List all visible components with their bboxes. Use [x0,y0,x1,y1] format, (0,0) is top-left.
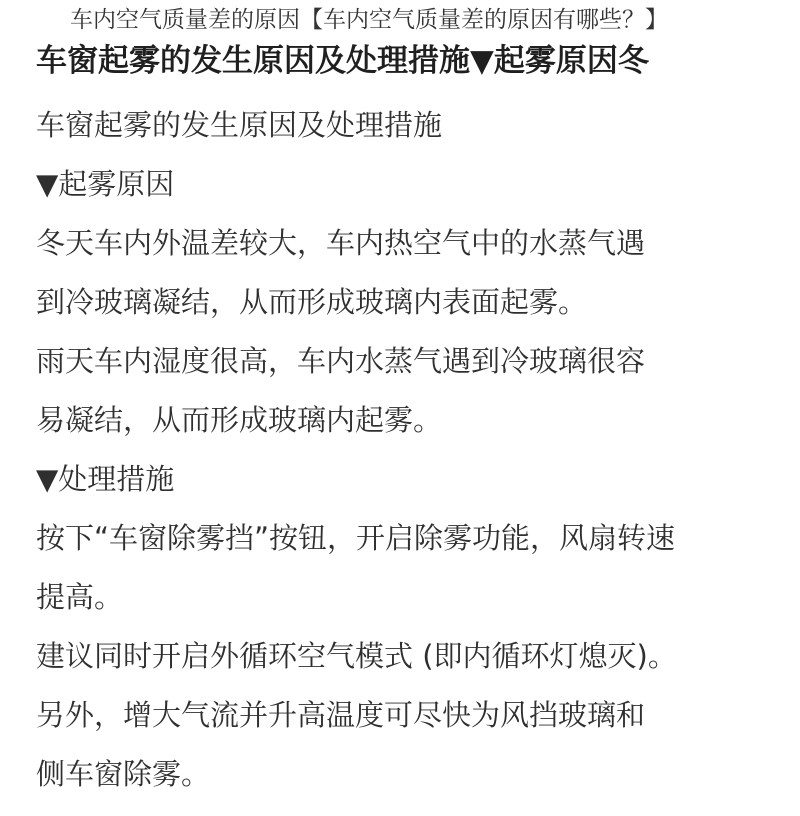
subheading-measures: ▼处理措施 [36,462,175,496]
text-line: 到冷玻璃凝结，从而形成玻璃内表面起雾。 [36,285,588,319]
article-heading: 车窗起雾的发生原因及处理措施▼起雾原因冬 [36,43,649,79]
text-line: 侧车窗除雾。 [36,757,211,791]
text-line: 易凝结，从而形成玻璃内起雾。 [36,403,443,437]
text-line: 雨天车内湿度很高，车内水蒸气遇到冷玻璃很容 [36,344,646,378]
text-line: 提高。 [36,580,124,614]
article-body [36,108,776,816]
subheading-fog-causes: ▼起雾原因 [36,167,175,201]
section-title: 车窗起雾的发生原因及处理措施 [36,108,443,142]
text-line: 另外，增大气流并升高温度可尽快为风挡玻璃和 [36,698,646,732]
text-line: 冬天车内外温差较大，车内热空气中的水蒸气遇 [36,226,646,260]
text-line: 建议同时开启外循环空气模式 (即内循环灯熄灭)。 [36,639,677,673]
page-title: 车内空气质量差的原因【车内空气质量差的原因有哪些？】 [70,7,668,33]
text-line: 按下“车窗除雾挡”按钮，开启除雾功能，风扇转速 [36,521,676,555]
